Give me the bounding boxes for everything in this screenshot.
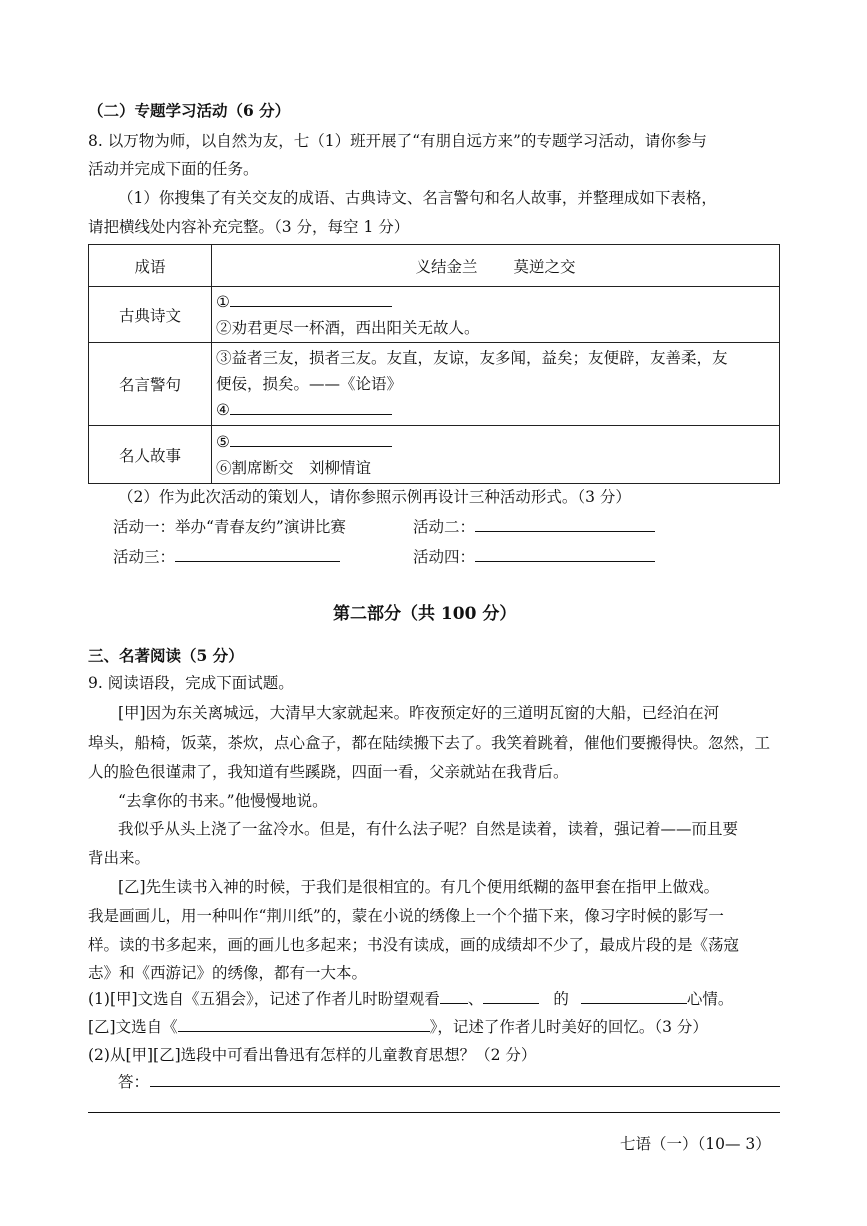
q9-intro: 9. 阅读语段，完成下面试题。 (88, 674, 294, 692)
mingyan-cell (212, 343, 780, 426)
chengyu-cell (212, 245, 780, 287)
answer-blank-5[interactable] (230, 432, 392, 447)
q8-task2: （2）作为此次活动的策划人，请你参照示例再设计三种活动形式。（3 分） (118, 488, 631, 506)
chengyu-item: 莫逆之交 (513, 257, 576, 276)
q8-intro-line1: 8. 以万物为师，以自然为友，七（1）班开展了“有朋自远方来”的专题学习活动，请你参与 (88, 132, 707, 150)
gudian-cell (212, 287, 780, 343)
page-footer: 七语（一）（10— 3） (620, 1135, 771, 1153)
q9-blank-d[interactable] (178, 1017, 430, 1032)
activity3-row (113, 547, 340, 567)
passage-jia-line2: 埠头，船椅，饭菜，茶炊，点心盒子，都在陆续搬下去了。我笑着跳着，催他们要搬得快。忽然，工 (88, 734, 771, 752)
q9-sub1-text: (1)[甲]文选自《五猖会》，记述了作者儿时盼望观看 (88, 990, 440, 1008)
mingren-label: 名人故事 (89, 426, 212, 484)
mingyan-line1: ③益者三友，损者三友。友直，友谅，友多闻，益矣；友便辟，友善柔，友 (216, 349, 728, 367)
q8-task1-line2: 请把横线处内容补充完整。（3 分，每空 1 分） (88, 218, 410, 236)
passage-yi-line1: [乙]先生读书入神的时候，于我们是很相宜的。有几个便用纸糊的盔甲套在指甲上做戏。 (118, 878, 720, 896)
q9-sub1-line2 (88, 1017, 708, 1037)
chengyu-label: 成语 (89, 245, 212, 287)
passage-yi-line2: 我是画画儿，用一种叫作“荆川纸”的，蒙在小说的绣像上一个个描下来，像习字时候的影写一 (88, 907, 724, 925)
gudian-label: 古典诗文 (89, 287, 212, 343)
chengyu-item: 义结金兰 (415, 257, 478, 276)
activity2-blank[interactable] (475, 517, 655, 532)
blank-marker: ① (216, 292, 230, 311)
q9-sub2: (2)从[甲][乙]选段中可看出鲁迅有怎样的儿童教育思想？（2 分） (88, 1046, 537, 1064)
answer-line-1[interactable] (150, 1086, 780, 1087)
q9-sub1-text: 的 (553, 990, 569, 1008)
answer-label: 答： (118, 1073, 150, 1091)
mingyan-line2: 便佞，损矣。——《论语》 (216, 375, 403, 393)
activity4-blank[interactable] (475, 547, 655, 562)
mingren-cell (212, 426, 780, 484)
section3-heading: 三、名著阅读（5 分） (88, 646, 244, 665)
passage-jia-line6: 背出来。 (88, 849, 151, 867)
part2-heading: 第二部分（共 100 分） (333, 604, 517, 624)
q9-sub1-text: 、 (467, 990, 484, 1008)
q9-sub1-text: [乙]文选自《 (88, 1018, 178, 1036)
q9-blank-b[interactable] (483, 989, 539, 1004)
q9-blank-a[interactable] (440, 989, 468, 1004)
activity2-row (413, 517, 655, 537)
activity4-label: 活动四： (413, 548, 476, 566)
answer-blank-1[interactable] (230, 292, 392, 307)
q9-sub1-text: 》，记述了作者儿时美好的回忆。（3 分） (429, 1018, 708, 1036)
activity4-row (413, 547, 655, 567)
q9-sub1-text: 心情。 (686, 990, 734, 1008)
blank-marker: ⑤ (216, 432, 230, 451)
q8-task1-line1: （1）你搜集了有关交友的成语、古典诗文、名言警句和名人故事，并整理成如下表格， (118, 189, 717, 207)
activity3-label: 活动三： (113, 548, 176, 566)
q9-sub1-line1 (88, 989, 733, 1009)
activity1: 活动一：举办“青春友约”演讲比赛 (113, 518, 346, 536)
passage-jia-line5: 我似乎从头上浇了一盆冷水。但是，有什么法子呢？自然是读着，读着，强记着——而且要 (118, 820, 739, 838)
passage-yi-line3: 样。读的书多起来，画的画儿也多起来；书没有读成，画的成绩却不少了，最成片段的是《荡寇 (88, 936, 740, 954)
passage-jia-line1: [甲]因为东关离城远，大清早大家就起来。昨夜预定好的三道明瓦窗的大船，已经泊在河 (118, 704, 720, 722)
blank-marker: ④ (216, 401, 230, 419)
passage-jia-line3: 人的脸色很谨肃了，我知道有些蹊跷，四面一看，父亲就站在我背后。 (88, 763, 569, 781)
q9-blank-c[interactable] (581, 989, 687, 1004)
passage-yi-line4: 志》和《西游记》的绣像，都有一大本。 (88, 964, 368, 982)
mingren-line2: ⑥割席断交 刘柳情谊 (216, 458, 372, 477)
answer-blank-4[interactable] (230, 400, 392, 415)
mingyan-label: 名言警句 (89, 343, 212, 426)
passage-jia-line4: “去拿你的书来。”他慢慢地说。 (118, 792, 328, 810)
answer-line-2[interactable] (88, 1112, 780, 1113)
activity3-blank[interactable] (175, 547, 340, 562)
q8-intro-line2: 活动并完成下面的任务。 (88, 160, 259, 178)
section2-heading: （二）专题学习活动（6 分） (88, 101, 291, 120)
activity2-label: 活动二： (413, 518, 476, 536)
gudian-line2: ②劝君更尽一杯酒，西出阳关无故人。 (216, 318, 480, 337)
friendship-table (88, 244, 780, 484)
